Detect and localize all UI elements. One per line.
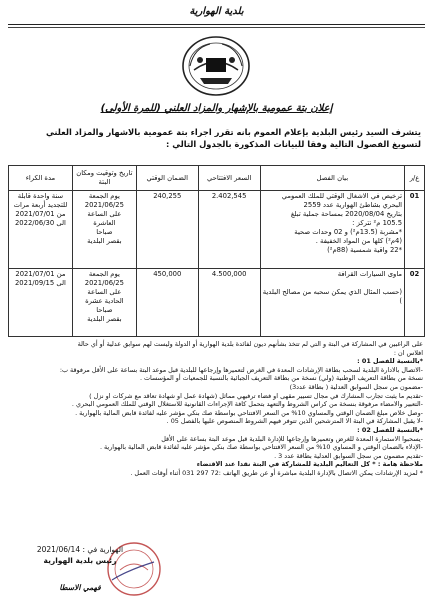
conditions-line: نسخة من بطاقة التعريف الوطنية (ولي) نسخة من بطاقة التعريف الجبائية بالنسبة للجمعيات أو المؤسسات . — [139, 374, 423, 383]
lot-number: 01 — [405, 191, 425, 269]
header-divider-thin — [8, 27, 425, 28]
conditions-text — [9, 340, 423, 478]
description-line: (حسب المثال الذي يمكن سحبه من مصالح البلدية ) — [262, 288, 403, 305]
conditions-subheading: *بالنسبة للفصل 01 : — [357, 357, 423, 366]
announcement-title: إعلان بتة عمومية بالإشهار والمزاد العلني (للمرة الأولى) — [100, 103, 333, 114]
opening-price: 2.402,545 — [198, 191, 260, 269]
date-line: صباحا — [96, 228, 113, 236]
opening-price: 4.500,000 — [198, 269, 260, 337]
duration-line: الى 2021/09/15 — [14, 279, 66, 287]
description-line: ترخيص في الاشغال الوقتي للملك العمومي — [281, 192, 403, 200]
announcement-intro — [11, 126, 421, 150]
signer-title: رئيس بلدية الهوارية — [43, 556, 117, 565]
description-line: ماوى السيارات القرافة — [337, 270, 403, 278]
duration-line: من 2021/07/01 — [15, 210, 66, 218]
important-note: ملاحظة هامة : * كل التعاليم البلدية للمشاركة في البتة نقدا عند الاقتضاء — [196, 460, 423, 469]
conditions-subheading: *بالنسبة للفصل 02 : — [357, 425, 423, 434]
conditions-line: -لا يقبل المشاركة في البتة الا المترشحين الذين تتوفر فيهم الشروط المنصوص عليها بالفصل 05 . — [166, 417, 423, 426]
header-cell-number: ع/ر — [405, 166, 425, 191]
conditions-line: -مضمون من سجل السوابق العدلية ( بطاقة عدد3) — [289, 382, 423, 391]
date-line: بقصر البلدية — [87, 237, 122, 245]
republic-emblem-icon — [180, 34, 252, 98]
conditions-line: -تقديم مضمون من سجل السوابق العدلية بطاقة عدد 3 . — [274, 451, 423, 460]
date-line: على الساعة — [87, 288, 122, 296]
date-line: الحادية عشرة — [85, 297, 124, 305]
auction-date — [72, 269, 136, 337]
description-line: 105.5 م² تتركز : — [352, 219, 403, 227]
description-line — [263, 279, 402, 288]
guarantee-amount: 240,255 — [136, 191, 198, 269]
place-date: الهوارية في : 2021/06/14 — [36, 545, 124, 554]
header-cell-guarantee: الضمان الوقتي — [136, 166, 198, 191]
table-row — [9, 191, 425, 269]
description-line: (4م²) كلها من المواد الخفيفة . — [315, 237, 403, 245]
date-line: العاشرة — [93, 219, 116, 227]
header-cell-auction-date: تاريخ وتوقيت ومكان البتة — [72, 166, 136, 191]
lot-description — [260, 191, 404, 269]
header-cell-opening-price: السعر الافتتاحي — [198, 166, 260, 191]
conditions-line: -وصل خلاص مبلغ الضمان الوقتي والمساوي 10% من السعر الافتتاحي بواسطة صك بنكي مؤشر عليه لفائدة قابض المالية بالهوارية . — [75, 408, 423, 417]
conditions-line: افلاس ان : — [393, 348, 423, 357]
date-line: على الساعة — [87, 210, 122, 218]
conditions-line: -الاتصال بالادارة البلدية لسحب بطاقة الإرشادات المعدة في الغرض لتعميرها وإرجاعها للبلدية قبل موعد البتة بساعة على الأقل مرفوقة ب: — [59, 365, 423, 374]
duration-line: من 2021/07/01 — [15, 270, 66, 278]
signer-name: فهمي الاسطا — [59, 583, 101, 592]
header-cell-duration: مدة الكراء — [9, 166, 73, 191]
conditions-line: على الراغبين في المشاركة في البتة و التي لم تتخذ بشأنهم ديون لفائدة بلدية الهوارية أو الدولة وليست لهم سوابق عدلية أو أي حالة — [77, 340, 423, 348]
lease-duration — [9, 191, 73, 269]
lots-table — [8, 165, 425, 337]
date-line: بقصر البلدية — [87, 315, 122, 323]
intro-line: لتسويغ الفصول التالية وفقا للبيانات المذكورة بالجدول التالي : — [166, 139, 421, 149]
duration-line: للتجديد أربعة مرات — [13, 201, 68, 209]
contact-note: * لمزيد الإرشادات يمكن الاتصال بالإدارة البلدية مباشرة أو عن طريق الهاتف :72 297 031 أثناء أوقات العمل . — [130, 468, 423, 477]
municipality-header: بلدية الهوارية — [189, 6, 244, 17]
table-row — [9, 269, 425, 337]
guarantee-amount: 450,000 — [136, 269, 198, 337]
header-cell-description: بيان الفصل — [260, 166, 404, 191]
conditions-line: -الإدلاء بالضمان الوقتي و المساوي 10% من السعر الافتتاحي بواسطة صك بنكي مؤشر عليه لفائدة قابض المالية بالهوارية . — [99, 443, 423, 452]
signature-block — [0, 545, 160, 595]
duration-line: الى 2022/06/30 — [14, 219, 66, 227]
description-line: البحري بشاطئ الهوارية عدد 2559 — [303, 201, 403, 209]
conditions-line: -يسحبوا الاستمارة المعدة للغرض وتعميرها وإرجاعها للإدارة البلدية قبل موعد البتة بساعة على الأقل — [161, 434, 423, 443]
table-header-row — [9, 166, 425, 191]
duration-line: سنة واحدة قابلة — [17, 192, 64, 200]
lot-description — [260, 269, 404, 337]
auction-date — [72, 191, 136, 269]
description-line: بتاريخ 2020/08/04 بمساحة جملية تبلغ — [290, 210, 403, 218]
header-divider — [8, 24, 425, 25]
date-line: 2021/06/25 — [84, 201, 124, 209]
conditions-line: -تقديم ما يثبت تجارب المشارك في مجال تسيير مقهى او فضاء ترفيهي مماثل (شهادة عمل او شهادة تعاقد مع شركات او نزل ) — [89, 391, 423, 400]
description-line: *22 واقية شمسية (88م²) — [327, 246, 403, 254]
description-line: *مشربة (13.5م²) و 02 وحدات صحية — [294, 228, 403, 236]
date-line: صباحا — [96, 306, 113, 314]
lot-number: 02 — [405, 269, 425, 337]
date-line: يوم الجمعة — [88, 192, 120, 200]
lease-duration — [9, 269, 73, 337]
date-line: يوم الجمعة — [88, 270, 120, 278]
intro-line: يتشرف السيد رئيس البلدية بإعلام العموم بانه تقرر اجراء بتة عمومية بالاشهار والمزاد العلني — [45, 127, 421, 137]
date-line: 2021/06/25 — [84, 279, 124, 287]
conditions-line: -التعبير والامضاء مرفوقة بنسخة من كراس الشروط والتعهد بتحمل كافة الإجراءات القانونية للاستغلال الوقتي للملك العمومي البحري . — [71, 400, 423, 409]
